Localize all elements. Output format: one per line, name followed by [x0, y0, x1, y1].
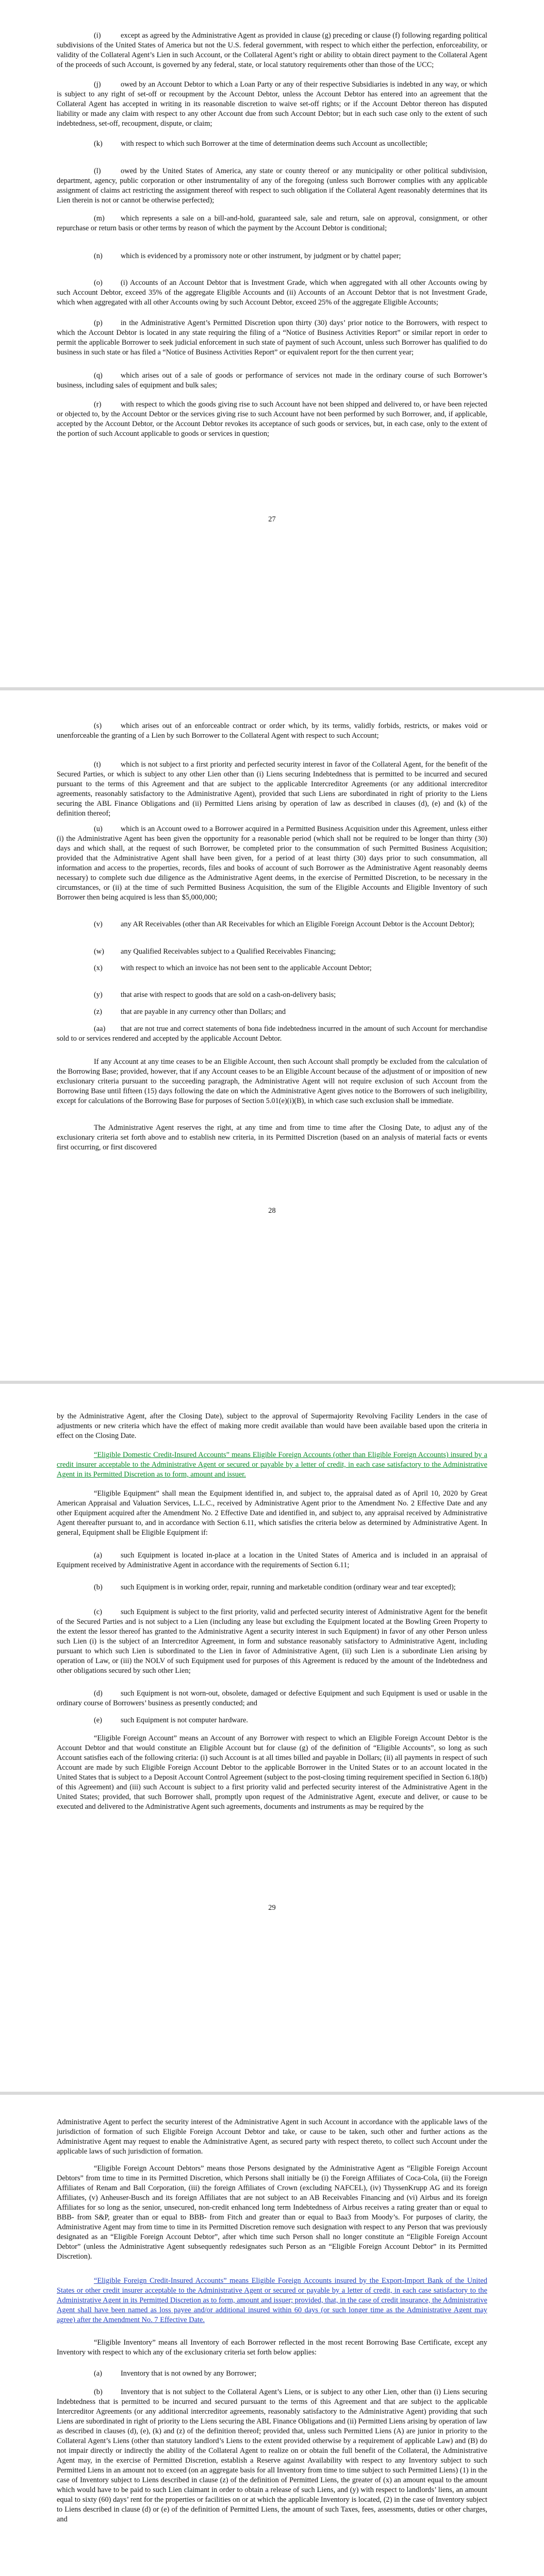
clause-m: (m) which represents a sale on a bill-and-hold, guaranteed sale, sale and return, sale on approval, consignment, or other repurchase or return basis or other terms by reason of which the payment by the Account Debtor is conditional;	[57, 214, 487, 232]
inventory-clause-b: (b) Inventory that is not subject to the Collateral Agent’s Liens, or is subject to any other Lien, other than (i) Liens securing Indebtedness that is permitted to be incurred and secured pursuant to the terms of this Agreement and that are subject to the applicable Intercreditor Agreements (or any additional intercreditor agreements, reasonably satisfactory to the Administrative Agent) providing that such Liens are subordinated in right of priority to the Liens securing the ABL Finance Obligations and (ii) Permitted Liens arising by operation of law as described in clauses (d), (e), (k) and (z) of the definition thereof; provided that, unless such Permitted Liens (A) are junior in priority to the Collateral Agent’s Liens (other than statutory landlord’s Liens to the extent provided otherwise by a requirement of applicable Law) and (B) do not impair directly or indirectly the ability of the Collateral Agent to realize on or obtain the full benefit of the Collateral, the Administrative Agent may, in the exercise of Permitted Discretion, establish a Reserve against Availability with respect to any Inventory subject to such Permitted Liens in an amount not to exceed (on an aggregate basis for all Inventory from time to time subject to such Permitted Liens) (1) in the case of Inventory subject to Liens described in clause (z) of the definition of Permitted Liens, the greater of (x) an amount equal to the amount which would have to be paid to such Lien claimant in order to obtain a release of such Liens, and (y) with respect to landlords’ liens, an amount equal to sixty (60) days’ rent for the properties or facilities on or at which the applicable Inventory is located, (2) in the case of Inventory subject to Liens described in clause (d) or (e) of the definition of Permitted Liens, the amount of such Taxes, fees, assessments, duties or other charges, and	[57, 2388, 487, 2523]
definition-eligible-foreign-account-debtors: “Eligible Foreign Account Debtors” means those Persons designated by the Administrative Agent as “Eligible Foreign Account Debtors” from time to time in its Permitted Discretion, which Persons shall initially be (i) the Foreign Affiliates of Coca-Cola, (ii) the Foreign Affiliates of Renam and Ball Corporation, (iii) the foreign Affiliates of Crown (excluding NAFCEL), (iv) ThyssenKrupp AG and its foreign Affiliates, (v) Anheuser-Busch and its foreign Affiliates that are not subject to an AB Receivables Financing and (vi) Airbus and its foreign Affiliates for so long as the senior, unsecured, non-credit enhanced long term Indebtedness of Airbus receives a rating greater than or equal to BBB- from S&P, greater than or equal to BBB- from Fitch and greater than or equal to Baa3 from Moody’s. For purposes of clarity, the Administrative Agent may from time to time in its Permitted Discretion remove such designation with respect to any Person that was previously designated as an “Eligible Foreign Account Debtor”, after which time such Person shall no longer constitute an “Eligible Foreign Account Debtor” (unless the Administrative Agent subsequently redesignates such Person as an “Eligible Foreign Account Debtor” in its Permitted Discretion).	[57, 2164, 487, 2261]
equipment-clause-d: (d) such Equipment is not worn-out, obsolete, damaged or defective Equipment and such Equipment is used or usable in the ordinary course of Borrowers’ business as presently conducted; and	[57, 1689, 487, 1707]
clause-y: (y) that arise with respect to goods that are sold on a cash-on-delivery basis;	[94, 991, 336, 999]
page-separator	[0, 1381, 544, 1384]
definition-eligible-foreign-credit-insured-accounts: “Eligible Foreign Credit-Insured Accounts” means Eligible Foreign Accounts insured by the Export-Import Bank of the United States or other credit insurer acceptable to the Administrative Agent or secured or payable by a letter of credit, in each case satisfactory to the Administrative Agent in its Permitted Discretion as to form, amount and issuer; provided, that, in the case of credit insurance, the Administrative Agent shall have been named as loss payee and/or additional insured within 60 days (or such longer time as the Administrative Agent may agree) after the Amendment No. 7 Effective Date.	[57, 2277, 487, 2324]
clause-w: (w) any Qualified Receivables subject to a Qualified Receivables Financing;	[94, 947, 336, 956]
paragraph-ineligible: If any Account at any time ceases to be an Eligible Account, then such Account shall promptly be excluded from the calculation of the Borrowing Base; provided, however, that if any Account ceases to be an Eligible Account because of the adjustment of or imposition of new exclusionary criteria pursuant to the succeeding paragraph, the Administrative Agent will not require exclusion of such Account from the Borrowing Base until fifteen (15) days following the date on which the Administrative Agent gives notice to the Borrowers of such ineligibility, except for calculations of the Borrowing Base for purposes of Section 5.01(e)(i)(B), in which case such exclusion shall be immediate.	[57, 1058, 487, 1105]
page-number: 29	[268, 1904, 276, 1912]
clause-i: (i) except as agreed by the Administrative Agent as provided in clause (g) preceding or clause (f) following regarding political subdivisions of the United States of America but not the U.S. federal government, with respect to which either the perfection, enforceability, or validity of the Collateral Agent’s Lien in such Account, or the Collateral Agent’s right or ability to obtain direct payment to the Collateral Agent of the proceeds of such Account, is governed by any federal, state, or local statutory requirements other than those of the UCC;	[57, 31, 487, 69]
clause-l: (l) owed by the United States of America, any state or county thereof or any municipality or other political subdivision, department, agency, public corporation or other instrumentality of any of the foregoing (unless such Borrower complies with any applicable assignment of claims act restricting the assignment thereof with respect to such obligation if the Collateral Agent reasonably determines that its Lien therein is not or cannot be otherwise perfected);	[57, 167, 487, 205]
page-separator	[0, 2092, 544, 2095]
page-number: 27	[268, 515, 276, 523]
clause-x: (x) with respect to which an invoice has not been sent to the applicable Account Debtor;	[94, 964, 372, 972]
definition-eligible-domestic-credit-insured-accounts: “Eligible Domestic Credit-Insured Accounts” means Eligible Foreign Accounts (other than Eligible Foreign Accounts) insured by a credit insurer acceptable to the Administrative Agent or secured or payable by a letter of credit, in each case satisfactory to the Administrative Agent in its Permitted Discretion as to form, amount and issuer.	[57, 1451, 487, 1479]
clause-t: (t) which is not subject to a first priority and perfected security interest in favor of the Collateral Agent, for the benefit of the Secured Parties, or which is subject to any other Lien other than (i) Liens securing Indebtedness that is permitted to be incurred and secured pursuant to the terms of this Agreement and that are subject to the applicable Intercreditor Agreements (or any additional intercreditor agreements, reasonably satisfactory to the Administrative Agent), provided that such Liens are subordinated in right of priority to the Liens securing the ABL Finance Obligations and (ii) Permitted Liens arising by operation of law as described in clauses (d), (e) and (k) of the definition thereof;	[57, 760, 487, 818]
clause-q: (q) which arises out of a sale of goods or performance of services not made in the ordinary course of such Borrower’s business, including sales of equipment and bulk sales;	[57, 371, 487, 389]
clause-r: (r) with respect to which the goods giving rise to such Account have not been shipped and delivered to, or have been rejected or objected to, by the Account Debtor or the services giving rise to such Account have not been performed by such Borrower, and, if applicable, accepted by the Account Debtor, or the Account Debtor revokes its acceptance of such goods or services, but, in each case, only to the extent of the portion of such Account applicable to goods or services in question;	[57, 400, 487, 438]
equipment-clause-e: (e) such Equipment is not computer hardware.	[94, 1716, 248, 1724]
equipment-clause-a: (a) such Equipment is located in-place at a location in the United States of America and is included in an appraisal of Equipment received by Administrative Agent in accordance with the requirements of Section 6.11;	[57, 1551, 487, 1569]
paragraph-continued: by the Administrative Agent, after the Closing Date), subject to the approval of Supermajority Revolving Facility Lenders in the case of adjustments or new criteria which have the effect of making more credit available than would have been available based upon the criteria in effect on the Closing Date.	[57, 1412, 487, 1440]
inventory-clause-a: (a) Inventory that is not owned by any Borrower;	[94, 2369, 257, 2378]
clause-s: (s) which arises out of an enforceable contract or order which, by its terms, validly forbids, restricts, or makes void or unenforceable the granting of a Lien by such Borrower to the Collateral Agent with respect to such Account;	[57, 722, 487, 740]
equipment-clause-c: (c) such Equipment is subject to the first priority, valid and perfected security interest of Administrative Agent for the benefit of the Secured Parties and is not subject to a Lien (including any lease but excluding the Equipment located at the Bowling Green Property to the extent the lessor thereof has granted to the Administrative Agent a security interest in such Equipment) in favor of any other Person unless such Lien (i) is the subject of an Intercreditor Agreement, in form and substance reasonably satisfactory to Administrative Agent, including pursuant to which such Lien is subordinated to the Lien in favor of Administrative Agent, (ii) such Lien is a subordinate Lien arising by operation of Law, or (iii) the NOLV of such Equipment used for purposes of this Agreement is reduced by the amount of the Indebtedness and other obligations secured by such other Lien;	[57, 1608, 487, 1675]
clause-u: (u) which is an Account owed to a Borrower acquired in a Permitted Business Acquisition under this Agreement, unless either (i) the Administrative Agent has been given the opportunity for a reasonable period (which shall not be required to be longer than thirty (30) days and which shall, at the request of such Borrower, be completed prior to the consummation of such Permitted Business Acquisition; provided that the Administrative Agent shall have been given, for a period of at least thirty (30) days prior to such consummation, all information and access to the properties, records, files and books of account of such Borrower as the Administrative Agent reasonably deems necessary) to complete such due diligence as the Administrative Agent deems, in the exercise of Permitted Discretion, to be necessary in the circumstances, or (ii) at the time of such Permitted Business Acquisition, the sum of the Eligible Accounts and Eligible Inventory of such Borrower then being acquired is less than $5,000,000;	[57, 825, 487, 902]
page-separator	[0, 687, 544, 690]
paragraph-continued: Administrative Agent to perfect the security interest of the Administrative Agent in such Account in accordance with the applicable laws of the jurisdiction of formation of such Eligible Foreign Account Debtor and take, or cause to be taken, such other and further actions as the Administrative Agent may request to enable the Administrative Agent, as secured party with respect thereto, to collect such Account under the applicable laws of such jurisdiction of formation.	[57, 2118, 487, 2156]
clause-p: (p) in the Administrative Agent’s Permitted Discretion upon thirty (30) days’ prior notice to the Borrowers, with respect to which the Account Debtor is located in any state requiring the filing of a “Notice of Business Activities Report” or similar report in order to permit the applicable Borrower to seek judicial enforcement in such state of payment of such Account, unless such Borrower has qualified to do business in such state or has filed a “Notice of Business Activities Report” or equivalent report for the then current year;	[57, 319, 487, 357]
page-number: 28	[268, 1207, 276, 1215]
clause-o: (o) (i) Accounts of an Account Debtor that is Investment Grade, which when aggregated with all other Accounts owing by such Account Debtor, exceed 35% of the aggregate Eligible Accounts and (ii) Accounts of an Account Debtor that is not Investment Grade, which when aggregated with all other Accounts owing by such Account Debtor, exceed 25% of the aggregate Eligible Accounts;	[57, 279, 487, 307]
paragraph-admin-reserves: The Administrative Agent reserves the right, at any time and from time to time after the Closing Date, to adjust any of the exclusionary criteria set forth above and to establish new criteria, in its Permitted Discretion (based on an analysis of material facts or events first occurring, or first discovered	[57, 1124, 487, 1151]
definition-eligible-inventory: “Eligible Inventory” means all Inventory of each Borrower reflected in the most recent Borrowing Base Certificate, except any Inventory with respect to which any of the exclusionary criteria set forth below applies:	[57, 2338, 487, 2357]
definition-eligible-equipment: “Eligible Equipment” shall mean the Equipment identified in, and subject to, the appraisal dated as of April 10, 2020 by Great American Appraisal and Valuation Services, L.L.C., received by Administrative Agent prior to the Amendment No. 2 Effective Date and any other Equipment acquired after the Amendment No. 2 Effective Date and identified in, and subject to, any appraisal received by Administrative Agent thereafter pursuant to, and in accordance with Section 6.11, which satisfies the criteria below as determined by Administrative Agent. In general, Equipment shall be Eligible Equipment if:	[57, 1489, 487, 1537]
clause-n: (n) which is evidenced by a promissory note or other instrument, by judgment or by chattel paper;	[94, 252, 401, 260]
clause-aa: (aa) that are not true and correct statements of bona fide indebtedness incurred in the amount of such Account for merchandise sold to or services rendered and accepted by the applicable Account Debtor.	[57, 1025, 487, 1043]
clause-k: (k) with respect to which such Borrower at the time of determination deems such Account as uncollectible;	[94, 140, 428, 148]
definition-eligible-foreign-account: “Eligible Foreign Account” means an Account of any Borrower with respect to which an Eligible Foreign Account Debtor is the Account Debtor and that would constitute an Eligible Account but for clause (g) of the definition of “Eligible Accounts”, so long as such Account satisfies each of the following criteria: (i) such Account is at all times billed and payable in Dollars; (ii) all payments in respect of such Account are made by such Eligible Foreign Account Debtor to the applicable Borrower in the United States or to an account located in the United States that is subject to a Deposit Account Control Agreement (subject to the post-closing timing requirement specified in Section 6.18(b) of this Agreement) and (iii) such Account is subject to a first priority valid and perfected security interest of the Administrative Agent in the United States; provided, that such Borrower shall, promptly upon request of the Administrative Agent, execute and deliver, or cause to be executed and delivered to the Administrative Agent such agreements, documents and instruments as may be required by the	[57, 1734, 487, 1811]
clause-j: (j) owed by an Account Debtor to which a Loan Party or any of their respective Subsidiaries is indebted in any way, or which is subject to any right of set-off or recoupment by the Account Debtor, unless the Account Debtor has entered into an agreement that the Collateral Agent has accepted in writing in its reasonable discretion to waive set-off rights; or if the Account Debtor thereon has disputed liability or made any claim with respect to any other Account due from such Account Debtor; but in each such case only to the extent of such indebtedness, set-off, recoupment, dispute, or claim;	[57, 80, 487, 128]
clause-v: (v) any AR Receivables (other than AR Receivables for which an Eligible Foreign Account Debtor is the Account Debtor);	[94, 920, 475, 928]
equipment-clause-b: (b) such Equipment is in working order, repair, running and marketable condition (ordinary wear and tear excepted);	[94, 1583, 456, 1591]
clause-z: (z) that are payable in any currency other than Dollars; and	[94, 1008, 286, 1016]
